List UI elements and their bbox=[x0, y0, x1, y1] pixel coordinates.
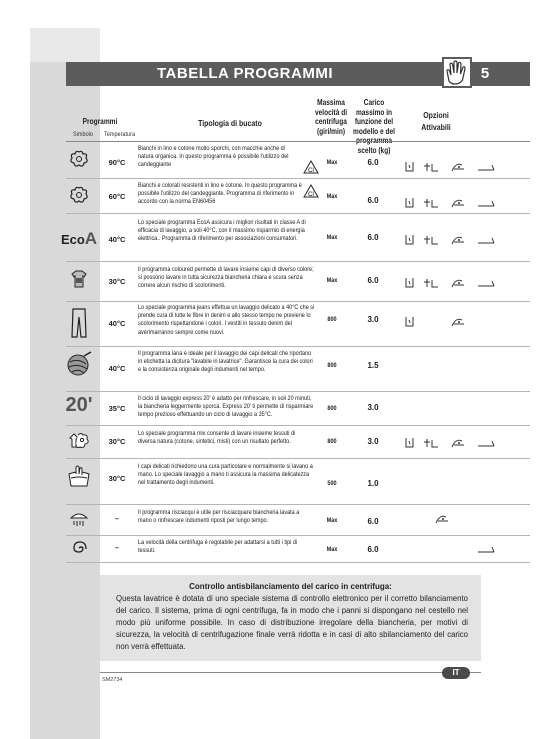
options-icons bbox=[404, 513, 522, 525]
options-icons bbox=[404, 316, 522, 328]
row-divider bbox=[66, 391, 530, 392]
row-divider bbox=[66, 458, 530, 459]
max-load: 6.0 bbox=[367, 545, 379, 554]
row-divider bbox=[66, 301, 530, 302]
options-set bbox=[404, 436, 522, 448]
col-temperatura: Temperatura bbox=[104, 131, 136, 138]
options-icons bbox=[404, 543, 522, 555]
max-load: 6.0 bbox=[367, 196, 379, 205]
page-number: 5 bbox=[480, 65, 490, 82]
eco-a-label bbox=[60, 229, 98, 249]
max-speed: 500 bbox=[327, 480, 337, 487]
max-load: 3.0 bbox=[367, 437, 379, 446]
max-speed: Max bbox=[326, 159, 338, 166]
hand-icon bbox=[442, 57, 472, 88]
cotton-icon bbox=[60, 186, 98, 209]
temperature: 40°C bbox=[108, 364, 126, 373]
express-20-label: 20' bbox=[65, 394, 93, 416]
options-set bbox=[404, 512, 522, 524]
row-divider bbox=[66, 562, 530, 563]
description: Il programma lana è ideale per il lavaggio dei capi delicati che riportano in etichetta la dicitura "lavabile in lavatrice". Garantisce la cura dei colori e la consistenza originale degli indumenti nel tempo. bbox=[138, 350, 313, 374]
temperature: 30°C bbox=[108, 277, 126, 286]
options-icons bbox=[404, 234, 522, 246]
col-velocita: Massima velocità di centrifuga (giri/min) bbox=[314, 98, 348, 136]
max-load: 1.5 bbox=[367, 361, 379, 370]
footer-divider bbox=[100, 672, 481, 673]
temperature: 30°C bbox=[108, 437, 126, 446]
max-load: 6.0 bbox=[367, 158, 379, 167]
description: Il programma coloured permette di lavare insieme capi di diverso colore; si possono lavare in tutta sicurezza biancheria chiara e scura senza correre alcun rischio di scolorimenti. bbox=[138, 266, 314, 290]
col-simbolo: Simbolo bbox=[73, 131, 93, 138]
max-speed: Max bbox=[326, 517, 338, 524]
mix-icon bbox=[60, 429, 98, 456]
hand-wash-icon bbox=[60, 464, 98, 495]
options-set bbox=[404, 276, 522, 288]
temperature: – bbox=[114, 514, 120, 523]
description: Il programma risciacqui è utile per risciacquare biancheria lavata a mano o rinfrescare indumenti riposti per lungo tempo. bbox=[138, 509, 300, 525]
row-divider bbox=[66, 346, 530, 347]
tab-corner bbox=[30, 28, 100, 62]
temperature: 30°C bbox=[108, 474, 126, 483]
jeans-icon bbox=[60, 308, 98, 343]
rinse-icon bbox=[60, 508, 98, 533]
col-opzioni: Opzioni Attivabili bbox=[421, 110, 451, 132]
options-set bbox=[404, 542, 522, 554]
temperature: 35°C bbox=[108, 404, 126, 413]
max-load: 3.0 bbox=[367, 403, 379, 412]
max-load: 6.0 bbox=[367, 233, 379, 242]
spin-icon bbox=[60, 538, 98, 563]
description: Lo speciale programma EcoA assicura i migliori risultati in classe A di efficacia di lavaggio, a soli 40°C, con il massimo risparmio di energia elettrica.. Programma di riferimento per associazioni consumatori. bbox=[138, 219, 306, 243]
options-set bbox=[404, 196, 522, 208]
temperature: 90°C bbox=[108, 158, 126, 167]
max-speed: 800 bbox=[327, 405, 337, 412]
options-icons bbox=[404, 277, 522, 289]
max-speed: 800 bbox=[327, 438, 337, 445]
wool-icon bbox=[60, 350, 98, 385]
svg-text:Cl: Cl bbox=[308, 192, 314, 198]
row-divider bbox=[66, 213, 530, 214]
language-badge: IT bbox=[442, 667, 470, 679]
info-title: Controllo antisbilanciamento del carico in centrifuga: bbox=[189, 582, 392, 591]
max-speed: Max bbox=[326, 234, 338, 241]
info-body: Questa lavatrice è dotata di uno speciale sistema di controllo elettronico per il corretto bilanciamento del carico. Il sistema, prima di ogni centrifuga, fa in modo che i panni si dispongano nel cestello nel modo più uniforme possibile. In caso di distribuzione irregolare della biancheria, per motivi di sicurezza, la velocità di centrifugazione finale verrà ridotta e in casi di alto sbilanciamento del carico non verrà effettuata. bbox=[116, 594, 468, 651]
row-divider bbox=[66, 535, 530, 536]
description: La velocità della centrifuga è regolabile per adattarsi a tutti i tipi di tessuti. bbox=[138, 539, 298, 555]
temperature: – bbox=[114, 543, 120, 552]
options-set bbox=[404, 233, 522, 245]
eco-label: Eco bbox=[60, 232, 85, 247]
temperature: 40°C bbox=[108, 235, 126, 244]
header-divider bbox=[66, 141, 530, 142]
max-speed: Max bbox=[326, 193, 338, 200]
options-set bbox=[404, 315, 522, 327]
description: Bianchi e colorati resistenti in lino e cotone. In questo programma è possibile l'utilizzo del candeggiante. Programma di riferimento in accordo con la norma EN60456 bbox=[138, 182, 302, 206]
options-icons bbox=[404, 197, 522, 209]
temperature: 40°C bbox=[108, 319, 126, 328]
class-a-label: A bbox=[84, 229, 98, 248]
bleach-warning-icon bbox=[303, 160, 319, 174]
description: Lo speciale programma mix consente di lavare insieme tessuti di diversa natura (cotone, sintetici, misti) con un risultato perfetto. bbox=[138, 430, 296, 446]
max-speed: Max bbox=[326, 546, 338, 553]
max-load: 6.0 bbox=[367, 276, 379, 285]
col-carico: Carico massimo in funzione del modello e del scelto (kg) bbox=[353, 98, 395, 155]
coloured-shirt-icon bbox=[60, 268, 98, 295]
description: Il ciclo di lavaggio express 20' è adatto per rinfrescare, in soli 20 minuti, la biancheria leggermente sporca. Express 20' ti permette di risparmiare tempo prezioso effettuando un ciclo di lavaggio a 35°C. bbox=[138, 395, 314, 419]
description: I capi delicati richiedono una cura particolare e normalmente si lavano a mano. Lo speciale lavaggio a mano ti assicura la massima delicatezza nel trattamento degli indumenti. bbox=[138, 463, 313, 487]
max-speed: 800 bbox=[327, 362, 337, 369]
max-load: 3.0 bbox=[367, 315, 379, 324]
max-speed: Max bbox=[326, 277, 338, 284]
document-code: SM2734 bbox=[102, 677, 123, 683]
col-programmi: Programmi bbox=[82, 117, 118, 126]
description: Bianchi in lino e cotone molto sporchi, con macchie anche di natura organica. In questo programma è possibile l'utilizzo del candeggiante bbox=[138, 145, 289, 169]
col-tipologia: Tipologia di bucato bbox=[198, 118, 262, 128]
bleach-warning-icon bbox=[303, 184, 319, 198]
options-icons bbox=[404, 437, 522, 449]
row-divider bbox=[66, 178, 530, 179]
options-set bbox=[404, 160, 522, 172]
temperature: 60°C bbox=[108, 192, 126, 201]
row-divider bbox=[66, 425, 530, 426]
page-title: TABELLA PROGRAMMI bbox=[157, 65, 333, 82]
max-speed: 800 bbox=[327, 316, 337, 323]
svg-text:Cl: Cl bbox=[308, 168, 314, 174]
cotton-icon bbox=[60, 150, 98, 173]
description: Lo speciale programma jeans effettua un lavaggio delicato a 40°C che si prende cura di tutte le fibre in denim e allo stesso tempo ne previene lo scolorimento rispettandone i colori. I vestiti in tessuto denim del avérimarranno sempre come nuovi. bbox=[138, 304, 315, 336]
row-divider bbox=[66, 261, 530, 262]
max-load: 1.0 bbox=[367, 479, 379, 488]
options-icons bbox=[404, 161, 522, 173]
row-divider bbox=[66, 504, 530, 505]
max-load: 6.0 bbox=[367, 517, 379, 526]
